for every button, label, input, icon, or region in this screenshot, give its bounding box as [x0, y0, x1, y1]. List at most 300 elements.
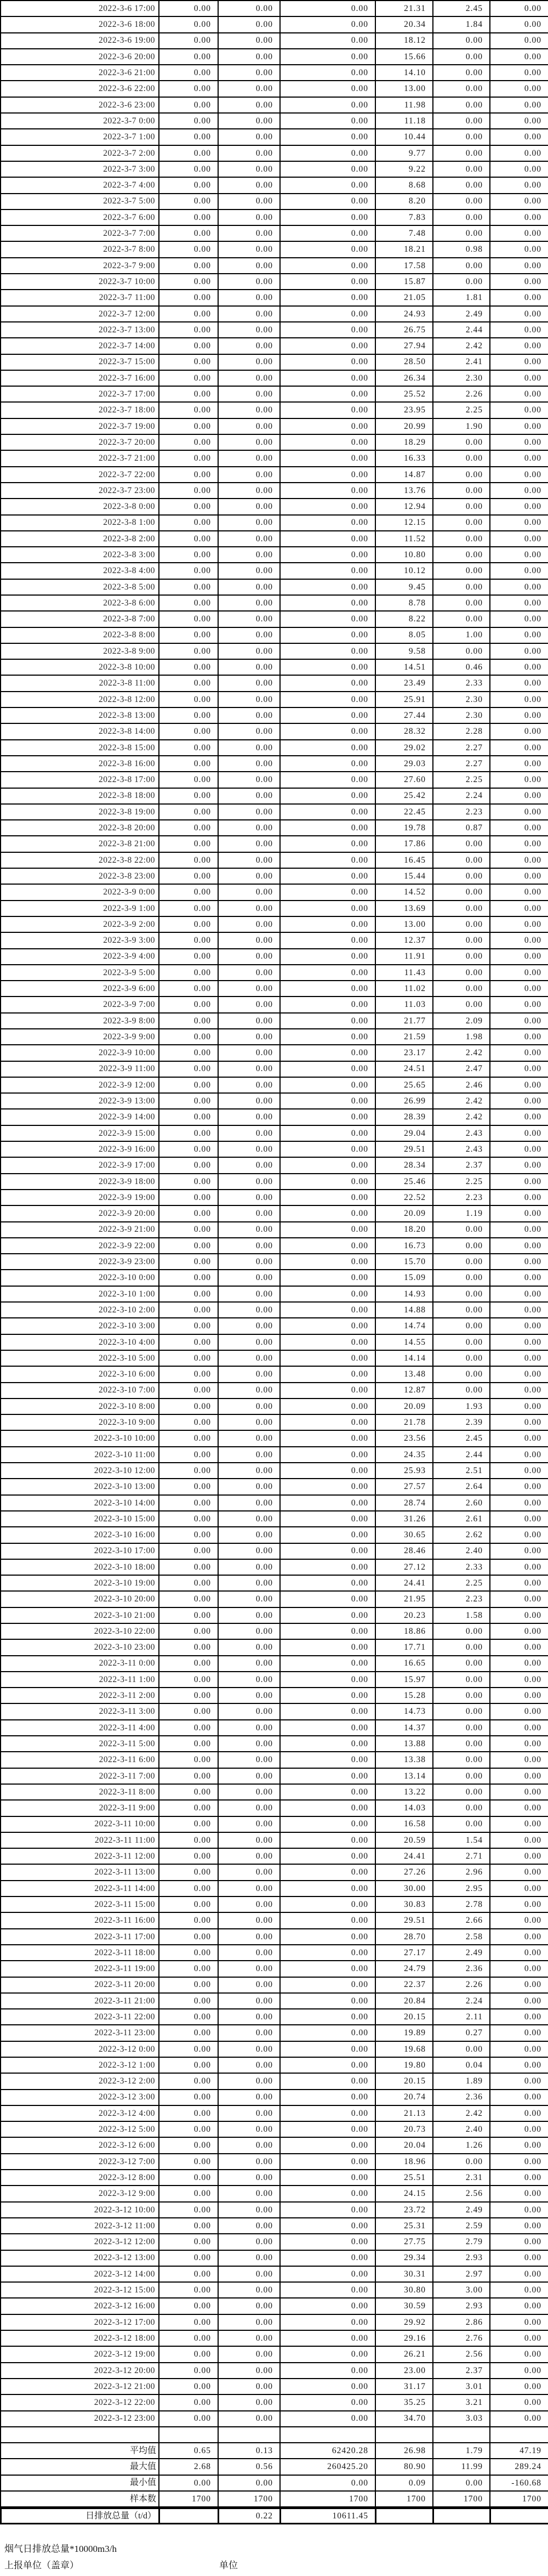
- value-cell: 0.00: [490, 723, 548, 739]
- value-cell: 14.14: [375, 1350, 433, 1366]
- value-cell: 0.00: [218, 225, 280, 241]
- value-cell: 0.00: [159, 1, 218, 16]
- value-cell: 2.23: [433, 804, 490, 820]
- value-cell: 0.00: [159, 772, 218, 788]
- value-cell: 0.00: [218, 1013, 280, 1029]
- value-cell: 0.00: [159, 611, 218, 627]
- value-cell: 2.24: [433, 788, 490, 804]
- value-cell: 1.54: [433, 1832, 490, 1848]
- value-cell: 0.00: [280, 1495, 375, 1511]
- value-cell: 0.00: [218, 1607, 280, 1623]
- timestamp-cell: 2022-3-7 2:00: [1, 145, 159, 161]
- timestamp-cell: 2022-3-10 17:00: [1, 1543, 159, 1559]
- value-cell: 0.00: [433, 1254, 490, 1270]
- value-cell: 0.00: [159, 1205, 218, 1221]
- value-cell: 2.49: [433, 1945, 490, 1961]
- value-cell: 25.42: [375, 788, 433, 804]
- value-cell: 0.00: [159, 483, 218, 499]
- value-cell: 0.00: [490, 177, 548, 193]
- value-cell: 8.22: [375, 611, 433, 627]
- value-cell: 0.00: [490, 2346, 548, 2362]
- value-cell: 0.00: [218, 1141, 280, 1157]
- value-cell: 0.00: [280, 1109, 375, 1125]
- value-cell: 0.00: [433, 467, 490, 483]
- value-cell: 0.00: [433, 194, 490, 210]
- value-cell: 0.00: [159, 1591, 218, 1607]
- value-cell: 0.00: [218, 595, 280, 611]
- value-cell: 1.26: [433, 2137, 490, 2153]
- value-cell: 0.00: [218, 1864, 280, 1880]
- table-row: [1, 949, 548, 965]
- value-cell: 0.00: [280, 2314, 375, 2330]
- value-cell: 0.00: [433, 531, 490, 547]
- table-row: [1, 1174, 548, 1190]
- value-cell: 0.00: [490, 1929, 548, 1945]
- value-cell: 0.00: [218, 997, 280, 1012]
- value-cell: 0.00: [280, 2394, 375, 2410]
- table-row: [1, 370, 548, 386]
- value-cell: 0.00: [159, 1575, 218, 1591]
- value-cell: 2.58: [433, 1929, 490, 1945]
- value-cell: 0.00: [280, 1832, 375, 1848]
- value-cell: 26.99: [375, 1093, 433, 1109]
- value-cell: 0.00: [159, 2266, 218, 2282]
- table-row: [1, 2105, 548, 2121]
- value-cell: 0.00: [218, 692, 280, 707]
- value-cell: 0.00: [490, 274, 548, 290]
- value-cell: 2.41: [433, 354, 490, 370]
- value-cell: -160.68: [490, 2475, 548, 2491]
- value-cell: 0.00: [490, 450, 548, 466]
- table-row: [1, 2137, 548, 2153]
- value-cell: 0.00: [159, 1993, 218, 2009]
- value-cell: 0.00: [490, 1736, 548, 1752]
- value-cell: 0.00: [490, 1383, 548, 1399]
- value-cell: 14.52: [375, 884, 433, 900]
- table-row: [1, 1, 548, 16]
- value-cell: 0.00: [490, 1816, 548, 1832]
- value-cell: 0.00: [159, 1238, 218, 1254]
- value-cell: 27.60: [375, 772, 433, 788]
- timestamp-cell: 2022-3-11 18:00: [1, 1945, 159, 1961]
- value-cell: 0.00: [490, 595, 548, 611]
- value-cell: 10.80: [375, 547, 433, 563]
- value-cell: 0.00: [218, 2379, 280, 2394]
- value-cell: 0.13: [218, 2443, 280, 2459]
- value-cell: 0.00: [280, 145, 375, 161]
- table-row: [1, 1591, 548, 1607]
- value-cell: 0.00: [159, 322, 218, 338]
- value-cell: 0.00: [159, 1912, 218, 1928]
- timestamp-cell: 2022-3-9 20:00: [1, 1205, 159, 1221]
- table-row: [1, 692, 548, 707]
- value-cell: 0.00: [218, 1286, 280, 1302]
- value-cell: 0.00: [218, 1832, 280, 1848]
- value-cell: 2.96: [433, 1864, 490, 1880]
- value-cell: 23.49: [375, 675, 433, 691]
- timestamp-cell: 2022-3-12 16:00: [1, 2298, 159, 2314]
- value-cell: 0.00: [159, 1077, 218, 1093]
- value-cell: 0.00: [490, 1591, 548, 1607]
- table-row: [1, 756, 548, 772]
- value-cell: 0.00: [159, 643, 218, 659]
- value-cell: 0.00: [490, 1607, 548, 1623]
- value-cell: 0.00: [490, 1768, 548, 1784]
- value-cell: 0.00: [218, 659, 280, 675]
- timestamp-cell: 2022-3-7 18:00: [1, 402, 159, 418]
- timestamp-cell: 2022-3-10 8:00: [1, 1399, 159, 1414]
- value-cell: 0.00: [490, 1479, 548, 1494]
- value-cell: 0.00: [490, 1366, 548, 1382]
- value-cell: 0.00: [490, 1334, 548, 1350]
- table-row: [1, 740, 548, 756]
- value-cell: 0.00: [159, 2009, 218, 2025]
- value-cell: 0.00: [218, 2266, 280, 2282]
- value-cell: 0.00: [218, 2073, 280, 2089]
- value-cell: 0.00: [433, 65, 490, 81]
- value-cell: 0.00: [490, 1511, 548, 1527]
- value-cell: 0.00: [490, 563, 548, 579]
- value-cell: 0.00: [159, 563, 218, 579]
- value-cell: 8.20: [375, 194, 433, 210]
- value-cell: 0.00: [490, 675, 548, 691]
- table-row: [1, 2330, 548, 2346]
- timestamp-cell: 2022-3-11 7:00: [1, 1768, 159, 1784]
- value-cell: 0.00: [218, 868, 280, 884]
- timestamp-cell: 2022-3-12 14:00: [1, 2266, 159, 2282]
- value-cell: 0.00: [490, 1077, 548, 1093]
- value-cell: 0.00: [218, 1752, 280, 1768]
- value-cell: 0.00: [433, 981, 490, 997]
- timestamp-cell: 2022-3-8 0:00: [1, 499, 159, 514]
- value-cell: 0.00: [280, 1945, 375, 1961]
- value-cell: 0.00: [159, 1896, 218, 1912]
- table-row: [1, 1157, 548, 1173]
- value-cell: 17.86: [375, 836, 433, 852]
- timestamp-cell: 2022-3-7 15:00: [1, 354, 159, 370]
- table-row: [1, 1703, 548, 1719]
- value-cell: 0.00: [218, 2411, 280, 2427]
- timestamp-cell: 2022-3-9 11:00: [1, 1061, 159, 1077]
- table-row: [1, 836, 548, 852]
- timestamp-cell: 2022-3-6 23:00: [1, 97, 159, 113]
- value-cell: 0.00: [218, 1672, 280, 1688]
- value-cell: 0.00: [159, 723, 218, 739]
- value-cell: 9.22: [375, 161, 433, 177]
- table-row: [1, 467, 548, 483]
- table-row: [1, 65, 548, 81]
- value-cell: 0.00: [490, 901, 548, 916]
- timestamp-cell: 2022-3-11 22:00: [1, 2009, 159, 2025]
- value-cell: 0.00: [159, 1864, 218, 1880]
- value-cell: 0.00: [218, 852, 280, 868]
- value-cell: 0.00: [218, 884, 280, 900]
- table-row: [1, 804, 548, 820]
- value-cell: 0.00: [280, 241, 375, 257]
- value-cell: 0.00: [490, 981, 548, 997]
- timestamp-cell: 2022-3-11 8:00: [1, 1784, 159, 1800]
- value-cell: 0.00: [280, 65, 375, 81]
- value-cell: 0.00: [490, 1399, 548, 1414]
- timestamp-cell: 2022-3-9 8:00: [1, 1013, 159, 1029]
- value-cell: 0.00: [218, 2218, 280, 2234]
- value-cell: 0.00: [280, 1174, 375, 1190]
- value-cell: 0.00: [159, 2154, 218, 2170]
- value-cell: 0.00: [490, 1623, 548, 1639]
- value-cell: 0.00: [490, 1495, 548, 1511]
- value-cell: 0.00: [490, 531, 548, 547]
- value-cell: 0.00: [490, 322, 548, 338]
- value-cell: 0.00: [490, 997, 548, 1012]
- value-cell: 0.00: [218, 1527, 280, 1543]
- value-cell: 0.00: [159, 1254, 218, 1270]
- value-cell: 1.93: [433, 1399, 490, 1414]
- value-cell: 0.00: [280, 547, 375, 563]
- value-cell: 0.00: [433, 997, 490, 1012]
- value-cell: 0.00: [490, 2041, 548, 2057]
- value-cell: 0.00: [490, 1912, 548, 1928]
- value-cell: 0.00: [159, 2475, 218, 2491]
- value-cell: 0.00: [159, 225, 218, 241]
- timestamp-cell: 2022-3-9 14:00: [1, 1109, 159, 1125]
- value-cell: 0.00: [433, 258, 490, 274]
- value-cell: 14.93: [375, 1286, 433, 1302]
- value-cell: 0.00: [433, 2475, 490, 2491]
- timestamp-cell: 2022-3-7 7:00: [1, 225, 159, 241]
- value-cell: 0.00: [280, 483, 375, 499]
- value-cell: 0.00: [280, 1061, 375, 1077]
- timestamp-cell: 2022-3-10 18:00: [1, 1559, 159, 1575]
- empty-cell: [280, 2427, 375, 2443]
- value-cell: 20.15: [375, 2009, 433, 2025]
- value-cell: 0.00: [159, 1414, 218, 1430]
- value-cell: 0.00: [490, 467, 548, 483]
- value-cell: 0.00: [490, 1703, 548, 1719]
- summary-label: 样本数: [1, 2491, 159, 2507]
- value-cell: 0.00: [218, 1800, 280, 1816]
- value-cell: 0.00: [280, 515, 375, 531]
- timestamp-cell: 2022-3-10 15:00: [1, 1511, 159, 1527]
- value-cell: 13.88: [375, 1736, 433, 1752]
- value-cell: 23.17: [375, 1045, 433, 1061]
- value-cell: 2.30: [433, 370, 490, 386]
- value-cell: 0.00: [280, 1816, 375, 1832]
- value-cell: 0.00: [490, 2282, 548, 2298]
- table-row: [1, 274, 548, 290]
- value-cell: 26.21: [375, 2346, 433, 2362]
- table-row: [1, 402, 548, 418]
- value-cell: 0.00: [218, 81, 280, 97]
- table-row: [1, 2314, 548, 2330]
- table-row: [1, 1881, 548, 1896]
- value-cell: 0.00: [218, 1414, 280, 1430]
- value-cell: 0.00: [218, 2025, 280, 2041]
- value-cell: 0.00: [280, 1768, 375, 1784]
- timestamp-cell: 2022-3-9 12:00: [1, 1077, 159, 1093]
- value-cell: 24.51: [375, 1061, 433, 1077]
- value-cell: 0.00: [280, 2218, 375, 2234]
- value-cell: 0.00: [280, 1993, 375, 2009]
- value-cell: 0.00: [280, 563, 375, 579]
- value-cell: 0.00: [218, 1720, 280, 1736]
- value-cell: 0.00: [159, 1383, 218, 1399]
- table-row: [1, 627, 548, 643]
- value-cell: 0.00: [280, 820, 375, 836]
- value-cell: 0.00: [433, 1639, 490, 1655]
- value-cell: 0.00: [490, 1222, 548, 1238]
- value-cell: 13.48: [375, 1366, 433, 1382]
- value-cell: 29.16: [375, 2330, 433, 2346]
- timestamp-cell: 2022-3-9 23:00: [1, 1254, 159, 1270]
- value-cell: 2.25: [433, 1575, 490, 1591]
- value-cell: 0.00: [433, 1800, 490, 1816]
- value-cell: 0.00: [159, 1945, 218, 1961]
- value-cell: 0.00: [490, 210, 548, 225]
- timestamp-cell: 2022-3-11 21:00: [1, 1993, 159, 2009]
- value-cell: 0.00: [433, 611, 490, 627]
- table-row: [1, 1961, 548, 1977]
- value-cell: 0.00: [218, 579, 280, 595]
- value-cell: 24.15: [375, 2186, 433, 2201]
- table-row: [1, 884, 548, 900]
- value-cell: 0.00: [159, 901, 218, 916]
- value-cell: 0.00: [218, 1270, 280, 1286]
- value-cell: 0.00: [280, 2282, 375, 2298]
- value-cell: 0.00: [490, 81, 548, 97]
- value-cell: 0.00: [218, 2090, 280, 2105]
- table-row: [1, 1447, 548, 1463]
- value-cell: 0.00: [490, 370, 548, 386]
- table-row: [1, 1720, 548, 1736]
- value-cell: 13.00: [375, 916, 433, 932]
- value-cell: 2.27: [433, 740, 490, 756]
- value-cell: 0.00: [218, 1559, 280, 1575]
- timestamp-cell: 2022-3-10 4:00: [1, 1334, 159, 1350]
- value-cell: 29.34: [375, 2250, 433, 2266]
- value-cell: 13.14: [375, 1768, 433, 1784]
- table-row: [1, 2170, 548, 2186]
- value-cell: 0.00: [280, 2137, 375, 2153]
- value-cell: 0.00: [490, 2105, 548, 2121]
- table-row: [1, 161, 548, 177]
- value-cell: 0.00: [218, 1254, 280, 1270]
- table-row: [1, 1752, 548, 1768]
- value-cell: 0.00: [433, 81, 490, 97]
- value-cell: 2.68: [159, 2459, 218, 2475]
- value-cell: 0.00: [159, 740, 218, 756]
- timestamp-cell: 2022-3-11 6:00: [1, 1752, 159, 1768]
- value-cell: 0.00: [218, 1383, 280, 1399]
- timestamp-cell: 2022-3-11 3:00: [1, 1703, 159, 1719]
- value-cell: 0.00: [218, 707, 280, 723]
- table-row: [1, 1945, 548, 1961]
- value-cell: 0.00: [280, 1029, 375, 1045]
- value-cell: 0.00: [159, 916, 218, 932]
- value-cell: 0.00: [280, 2041, 375, 2057]
- table-row: [1, 611, 548, 627]
- value-cell: 0.00: [159, 1286, 218, 1302]
- value-cell: 0.00: [159, 1447, 218, 1463]
- timestamp-cell: 2022-3-8 23:00: [1, 868, 159, 884]
- value-cell: 0.00: [218, 1366, 280, 1382]
- table-row: [1, 1302, 548, 1318]
- value-cell: 0.00: [280, 210, 375, 225]
- value-cell: 2.86: [433, 2314, 490, 2330]
- timestamp-cell: 2022-3-8 15:00: [1, 740, 159, 756]
- table-row: [1, 997, 548, 1012]
- value-cell: 1.89: [433, 2073, 490, 2089]
- value-cell: 0.00: [218, 402, 280, 418]
- table-row: [1, 2234, 548, 2250]
- value-cell: 0.00: [159, 1543, 218, 1559]
- value-cell: 0.00: [218, 901, 280, 916]
- value-cell: 0.00: [280, 1800, 375, 1816]
- value-cell: 0.00: [433, 177, 490, 193]
- value-cell: 15.70: [375, 1254, 433, 1270]
- timestamp-cell: 2022-3-12 1:00: [1, 2057, 159, 2073]
- value-cell: 0.00: [280, 1013, 375, 1029]
- value-cell: 0.00: [218, 2170, 280, 2186]
- value-cell: 22.52: [375, 1190, 433, 1205]
- value-cell: 0.00: [280, 884, 375, 900]
- value-cell: 10611.45: [281, 2509, 376, 2524]
- value-cell: 2.64: [433, 1479, 490, 1494]
- value-cell: 0.00: [159, 1399, 218, 1414]
- value-cell: 0.00: [280, 97, 375, 113]
- timestamp-cell: 2022-3-12 2:00: [1, 2073, 159, 2089]
- value-cell: 0.00: [159, 81, 218, 97]
- value-cell: 0.00: [159, 1190, 218, 1205]
- value-cell: 0.00: [159, 145, 218, 161]
- value-cell: 0.00: [280, 2379, 375, 2394]
- value-cell: 2.42: [433, 2105, 490, 2121]
- value-cell: 0.00: [490, 1013, 548, 1029]
- value-cell: 0.00: [159, 2186, 218, 2201]
- timestamp-cell: 2022-3-9 21:00: [1, 1222, 159, 1238]
- value-cell: 2.97: [433, 2266, 490, 2282]
- value-cell: 2.42: [433, 1093, 490, 1109]
- timestamp-cell: 2022-3-12 7:00: [1, 2154, 159, 2170]
- value-cell: 3.01: [433, 2379, 490, 2394]
- value-cell: 0.00: [218, 1816, 280, 1832]
- timestamp-cell: 2022-3-11 13:00: [1, 1864, 159, 1880]
- value-cell: 25.31: [375, 2218, 433, 2234]
- value-cell: 0.00: [159, 65, 218, 81]
- timestamp-cell: 2022-3-10 2:00: [1, 1302, 159, 1318]
- value-cell: 0.00: [218, 2346, 280, 2362]
- timestamp-cell: 2022-3-9 7:00: [1, 997, 159, 1012]
- value-cell: 0.00: [490, 1961, 548, 1977]
- value-cell: 14.03: [375, 1800, 433, 1816]
- timestamp-cell: 2022-3-7 4:00: [1, 177, 159, 193]
- value-cell: 0.00: [218, 2041, 280, 2057]
- value-cell: 0.00: [218, 1881, 280, 1896]
- value-cell: 0.00: [433, 1623, 490, 1639]
- value-cell: 25.51: [375, 2170, 433, 2186]
- value-cell: 260425.20: [280, 2459, 375, 2475]
- value-cell: 0.00: [159, 418, 218, 434]
- value-cell: 0.00: [159, 1703, 218, 1719]
- value-cell: 20.73: [375, 2121, 433, 2137]
- value-cell: 0.00: [159, 499, 218, 514]
- value-cell: 0.00: [218, 1993, 280, 2009]
- timestamp-cell: 2022-3-10 22:00: [1, 1623, 159, 1639]
- timestamp-cell: 2022-3-9 19:00: [1, 1190, 159, 1205]
- value-cell: 2.40: [433, 2121, 490, 2137]
- value-cell: 0.00: [159, 788, 218, 804]
- value-cell: 0.00: [218, 611, 280, 627]
- timestamp-cell: 2022-3-9 22:00: [1, 1238, 159, 1254]
